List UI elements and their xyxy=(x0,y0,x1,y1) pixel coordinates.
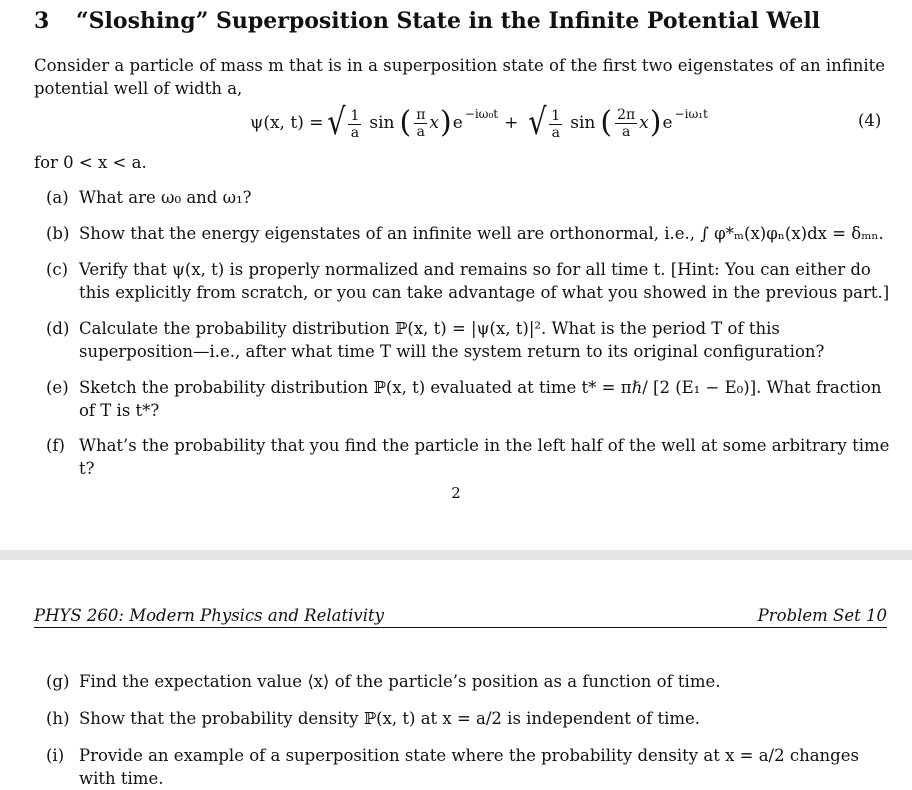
question-text: Show that the probability density ℙ(x, t) at x = a/2 is independent of time. xyxy=(79,709,701,728)
plus-sign: + xyxy=(504,113,519,133)
page-number: 2 xyxy=(451,484,461,502)
domain-text: for 0 < x < a. xyxy=(34,153,147,172)
sqrt-term-2: √ $\frac{1}{a}$ xyxy=(528,102,561,143)
question-d xyxy=(46,317,892,363)
section-title: “Sloshing” Superposition State in the Infinite Potential Well xyxy=(76,8,821,34)
sin-argument-2: $\frac{2\pi}{a}$ xyxy=(617,106,636,140)
question-label: (i) xyxy=(46,746,65,765)
equation-number: (4) xyxy=(858,111,882,130)
page-separator xyxy=(0,550,912,560)
running-header-course: PHYS 260: Modern Physics and Relativity xyxy=(34,606,384,625)
question-label: (c) xyxy=(46,260,69,279)
section-heading xyxy=(34,8,820,34)
question-text: Verify that ψ(x, t) is properly normalized and remains so for all time t. [Hint: You can either do this explicitly from scratch, or you can take advantage of what you showed in the previous part.] xyxy=(79,260,890,302)
sin-function-2: sin xyxy=(570,113,596,133)
equation-lhs: ψ(x, t) = xyxy=(250,113,324,133)
question-label: (h) xyxy=(46,709,70,728)
exponential-1: e $^{-i\omega_0t}$ xyxy=(452,107,499,133)
question-e xyxy=(46,376,892,422)
section-number: 3 xyxy=(34,8,50,34)
sin-argument-1: $\frac{\pi}{a}$ xyxy=(416,106,426,140)
question-label: (b) xyxy=(46,224,70,243)
question-h xyxy=(46,707,892,730)
intro-paragraph: Consider a particle of mass m that is in a superposition state of the first two eigenstates of an infinite potential well of width a, xyxy=(34,56,886,98)
exponential-2: e $^{-i\omega_1t}$ xyxy=(662,107,708,133)
question-g xyxy=(46,670,892,693)
question-label: (g) xyxy=(46,672,70,691)
question-label: (f) xyxy=(46,436,65,455)
question-text: What are ω₀ and ω₁? xyxy=(79,188,252,207)
question-b xyxy=(46,222,892,245)
question-text: Show that the energy eigenstates of an infinite well are orthonormal, i.e., ∫ φ*ₘ(x)φₙ(x)dx = δₘₙ. xyxy=(79,224,884,243)
wavefunction-equation: ψ(x, t) = √ $\frac{1}{a}$ sin ( $\frac{\pi}{a}$ x ) e $^{-i\omega_0t}$ + √ $\frac{1}{a}$ sin ( $\frac{2\pi}{a}$ x ) e $^{-i\omega_1t}$ xyxy=(250,102,708,143)
question-text: Find the expectation value ⟨x⟩ of the particle’s position as a function of time. xyxy=(79,672,721,691)
page-3 xyxy=(0,560,912,788)
question-text: Calculate the probability distribution ℙ(x, t) = |ψ(x, t)|². What is the period T of this superposition—i.e., after what time T will the system return to its original configuration? xyxy=(79,319,825,361)
question-text: Sketch the probability distribution ℙ(x, t) evaluated at time t* = πℏ/ [2 (E₁ − E₀)]. What fraction of T is t*? xyxy=(79,378,882,420)
question-label: (d) xyxy=(46,319,70,338)
running-header-problem-set: Problem Set 10 xyxy=(757,606,887,625)
question-i xyxy=(46,744,892,790)
question-label: (a) xyxy=(46,188,69,207)
question-c xyxy=(46,258,892,304)
header-rule xyxy=(34,627,887,628)
sqrt-term-1: √ $\frac{1}{a}$ xyxy=(327,102,360,143)
question-text: What’s the probability that you find the particle in the left half of the well at some arbitrary time t? xyxy=(79,436,890,478)
question-f xyxy=(46,434,892,480)
question-text: Provide an example of a superposition state where the probability density at x = a/2 changes with time. xyxy=(79,746,859,788)
question-a xyxy=(46,186,892,209)
question-label: (e) xyxy=(46,378,69,397)
sin-function-1: sin xyxy=(369,113,395,133)
